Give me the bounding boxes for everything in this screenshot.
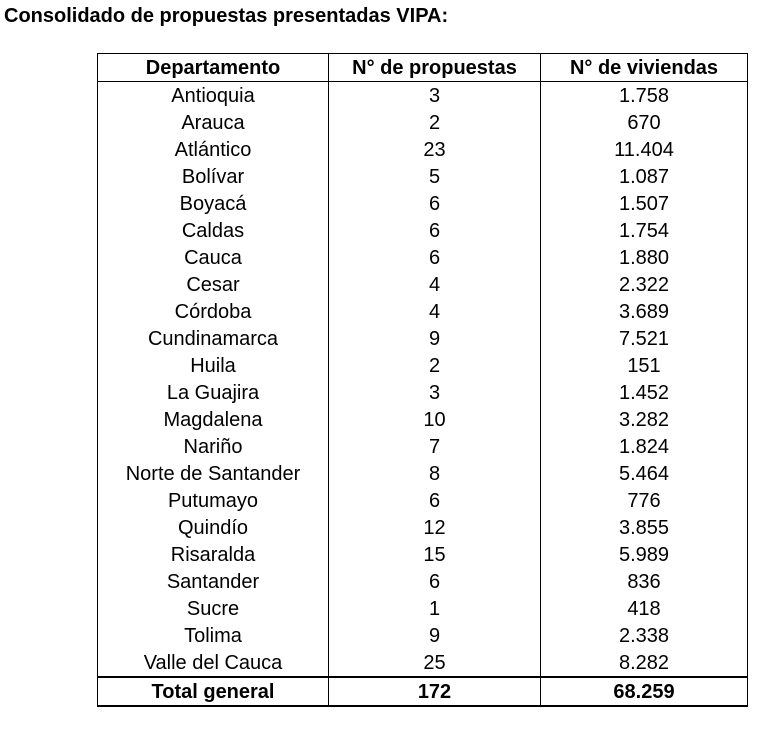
table-row <box>98 82 748 110</box>
cell-viviendas: 1.758 <box>541 82 748 110</box>
cell-viviendas: 3.689 <box>541 298 748 325</box>
cell-propuestas: 5 <box>329 163 541 190</box>
cell-propuestas: 25 <box>329 649 541 677</box>
cell-propuestas: 4 <box>329 298 541 325</box>
cell-viviendas: 5.989 <box>541 541 748 568</box>
table-row <box>98 217 748 244</box>
total-row <box>98 677 748 706</box>
cell-viviendas: 836 <box>541 568 748 595</box>
table-row <box>98 541 748 568</box>
cell-propuestas: 3 <box>329 82 541 110</box>
total-viviendas: 68.259 <box>541 677 748 706</box>
cell-departamento: Nariño <box>98 433 329 460</box>
cell-propuestas: 2 <box>329 109 541 136</box>
cell-propuestas: 10 <box>329 406 541 433</box>
cell-propuestas: 23 <box>329 136 541 163</box>
cell-propuestas: 6 <box>329 244 541 271</box>
cell-viviendas: 2.322 <box>541 271 748 298</box>
cell-propuestas: 7 <box>329 433 541 460</box>
cell-propuestas: 1 <box>329 595 541 622</box>
table-row <box>98 352 748 379</box>
cell-viviendas: 1.087 <box>541 163 748 190</box>
table-row <box>98 649 748 677</box>
cell-viviendas: 776 <box>541 487 748 514</box>
cell-propuestas: 15 <box>329 541 541 568</box>
table-row <box>98 298 748 325</box>
cell-departamento: Caldas <box>98 217 329 244</box>
table-row <box>98 514 748 541</box>
header-propuestas: N° de propuestas <box>329 54 541 82</box>
table-row <box>98 622 748 649</box>
cell-departamento: Sucre <box>98 595 329 622</box>
cell-propuestas: 2 <box>329 352 541 379</box>
cell-departamento: Magdalena <box>98 406 329 433</box>
cell-departamento: La Guajira <box>98 379 329 406</box>
cell-departamento: Antioquia <box>98 82 329 110</box>
cell-departamento: Norte de Santander <box>98 460 329 487</box>
cell-propuestas: 9 <box>329 622 541 649</box>
table-row <box>98 109 748 136</box>
header-departamento: Departamento <box>98 54 329 82</box>
cell-viviendas: 1.507 <box>541 190 748 217</box>
header-viviendas: N° de viviendas <box>541 54 748 82</box>
table-row <box>98 487 748 514</box>
table-row <box>98 568 748 595</box>
cell-departamento: Tolima <box>98 622 329 649</box>
cell-departamento: Córdoba <box>98 298 329 325</box>
cell-departamento: Boyacá <box>98 190 329 217</box>
cell-departamento: Santander <box>98 568 329 595</box>
cell-departamento: Bolívar <box>98 163 329 190</box>
table-row <box>98 433 748 460</box>
cell-viviendas: 670 <box>541 109 748 136</box>
cell-viviendas: 3.282 <box>541 406 748 433</box>
cell-viviendas: 1.880 <box>541 244 748 271</box>
cell-departamento: Cesar <box>98 271 329 298</box>
cell-viviendas: 1.824 <box>541 433 748 460</box>
cell-departamento: Huila <box>98 352 329 379</box>
cell-viviendas: 7.521 <box>541 325 748 352</box>
cell-viviendas: 8.282 <box>541 649 748 677</box>
table-row <box>98 190 748 217</box>
cell-departamento: Cundinamarca <box>98 325 329 352</box>
cell-departamento: Arauca <box>98 109 329 136</box>
cell-viviendas: 2.338 <box>541 622 748 649</box>
cell-viviendas: 11.404 <box>541 136 748 163</box>
page-title: Consolidado de propuestas presentadas VIPA: <box>4 5 449 27</box>
table-row <box>98 595 748 622</box>
cell-departamento: Atlántico <box>98 136 329 163</box>
table-row <box>98 163 748 190</box>
table-row <box>98 460 748 487</box>
cell-viviendas: 1.754 <box>541 217 748 244</box>
cell-propuestas: 8 <box>329 460 541 487</box>
cell-propuestas: 3 <box>329 379 541 406</box>
table-row <box>98 406 748 433</box>
cell-propuestas: 6 <box>329 568 541 595</box>
cell-departamento: Risaralda <box>98 541 329 568</box>
cell-departamento: Cauca <box>98 244 329 271</box>
cell-viviendas: 3.855 <box>541 514 748 541</box>
cell-propuestas: 4 <box>329 271 541 298</box>
cell-viviendas: 418 <box>541 595 748 622</box>
cell-departamento: Quindío <box>98 514 329 541</box>
proposals-table <box>97 53 748 707</box>
cell-viviendas: 151 <box>541 352 748 379</box>
cell-propuestas: 9 <box>329 325 541 352</box>
cell-departamento: Valle del Cauca <box>98 649 329 677</box>
total-label: Total general <box>98 677 329 706</box>
header-row <box>98 54 748 82</box>
cell-propuestas: 6 <box>329 190 541 217</box>
cell-viviendas: 1.452 <box>541 379 748 406</box>
table-row <box>98 136 748 163</box>
cell-viviendas: 5.464 <box>541 460 748 487</box>
cell-propuestas: 12 <box>329 514 541 541</box>
table-row <box>98 379 748 406</box>
cell-propuestas: 6 <box>329 217 541 244</box>
table-row <box>98 271 748 298</box>
table-row <box>98 244 748 271</box>
table-row <box>98 325 748 352</box>
cell-propuestas: 6 <box>329 487 541 514</box>
total-propuestas: 172 <box>329 677 541 706</box>
cell-departamento: Putumayo <box>98 487 329 514</box>
